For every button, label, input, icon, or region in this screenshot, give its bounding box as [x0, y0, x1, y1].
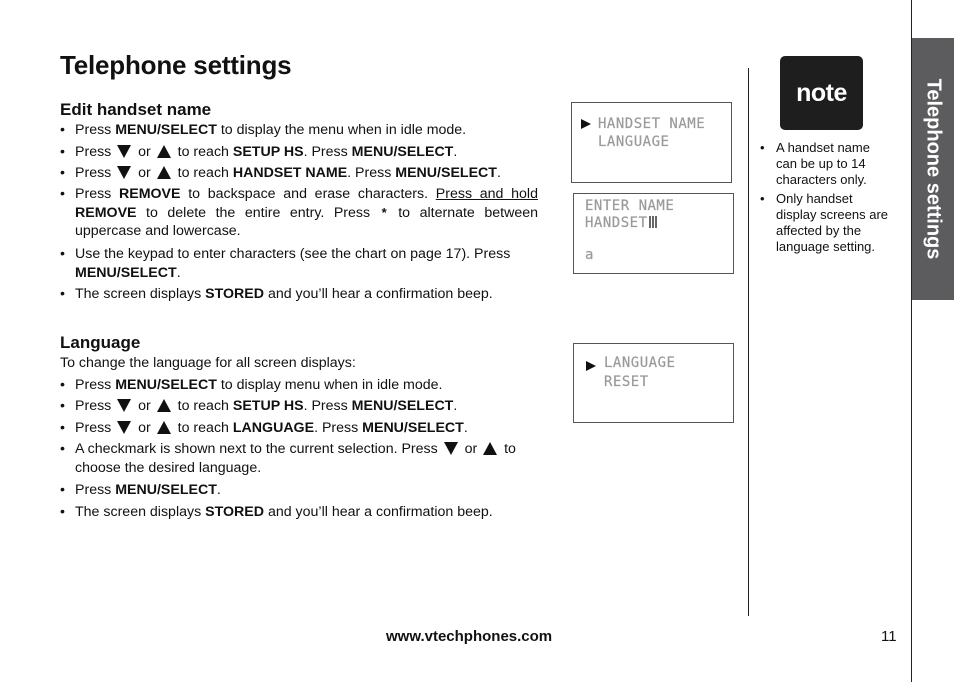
step-item: • The screen displays STORED and you’ll hear a confirmation beep. [60, 504, 493, 520]
lcd-screen-language-menu [573, 343, 734, 423]
bullet: • [60, 420, 65, 436]
bullet: • [760, 191, 765, 206]
down-arrow-icon [444, 442, 458, 455]
column-divider [748, 68, 749, 616]
bullet: • [760, 140, 765, 155]
up-arrow-icon [157, 166, 171, 179]
selection-pointer-icon [581, 119, 591, 129]
page-title: Telephone settings [60, 50, 292, 80]
lcd-line: LANGUAGE [604, 355, 676, 371]
bullet: • [60, 286, 65, 302]
lcd-line: HANDSET NAME [598, 116, 706, 132]
footer-url: www.vtechphones.com [386, 628, 553, 645]
bullet: • [60, 165, 65, 181]
step-item: • Press or to reach SETUP HS. Press MENU/SELECT. [60, 144, 458, 160]
language-intro: To change the language for all screen displays: [60, 355, 356, 371]
step-item: • Press MENU/SELECT to display menu when in idle mode. [60, 377, 443, 393]
page-number: 11 [881, 628, 897, 645]
up-arrow-icon [483, 442, 497, 455]
section-title-language: Language [60, 333, 141, 352]
bullet: • [60, 398, 65, 414]
bullet: • [60, 144, 65, 160]
down-arrow-icon [117, 166, 131, 179]
step-item: • Press MENU/SELECT. [60, 482, 221, 498]
step-item: • The screen displays STORED and you’ll hear a confirmation beep. [60, 286, 493, 302]
down-arrow-icon [117, 421, 131, 434]
step-item: • Press REMOVE to backspace and erase characters. Press and hold REMOVE to delete the entire entry. Press * to alternate between uppercase and lowercase. [60, 186, 538, 239]
lcd-line: ENTER NAME [585, 198, 675, 214]
up-arrow-icon [157, 145, 171, 158]
step-item: • Press or to reach HANDSET NAME. Press MENU/SELECT. [60, 165, 501, 181]
text-cursor-icon [649, 216, 657, 228]
step-item: • Press MENU/SELECT to display the menu when in idle mode. [60, 122, 467, 138]
section-title-edit-handset-name: Edit handset name [60, 100, 212, 119]
bullet: • [60, 122, 65, 138]
bullet: • [60, 504, 65, 520]
down-arrow-icon [117, 145, 131, 158]
step-item: • Press or to reach LANGUAGE. Press MENU/SELECT. [60, 420, 468, 436]
step-item: • Use the keypad to enter characters (see the chart on page 17). Press MENU/SELECT. [60, 246, 511, 281]
side-tab-label: Telephone settings [922, 78, 945, 260]
up-arrow-icon [157, 421, 171, 434]
note-item: • Only handset display screens are affected by the language setting. [760, 191, 888, 254]
bullet: • [60, 246, 65, 262]
lcd-line: a [585, 247, 594, 263]
down-arrow-icon [117, 399, 131, 412]
note-icon: note [780, 56, 863, 130]
star-key-icon: * [381, 204, 387, 220]
step-item: • A checkmark is shown next to the current selection. Press or to choose the desired language. [60, 441, 516, 476]
bullet: • [60, 377, 65, 393]
lcd-line: RESET [604, 374, 649, 390]
up-arrow-icon [157, 399, 171, 412]
selection-pointer-icon [586, 361, 596, 371]
side-tab [912, 38, 954, 300]
note-item: • A handset name can be up to 14 characters only. [760, 140, 870, 187]
lcd-line: HANDSET [585, 215, 657, 231]
lcd-line: LANGUAGE [598, 134, 670, 150]
lcd-screen-enter-name [573, 193, 734, 274]
bullet: • [60, 186, 65, 202]
bullet: • [60, 441, 65, 457]
lcd-screen-handset-menu [571, 102, 732, 183]
bullet: • [60, 482, 65, 498]
step-item: • Press or to reach SETUP HS. Press MENU/SELECT. [60, 398, 458, 414]
